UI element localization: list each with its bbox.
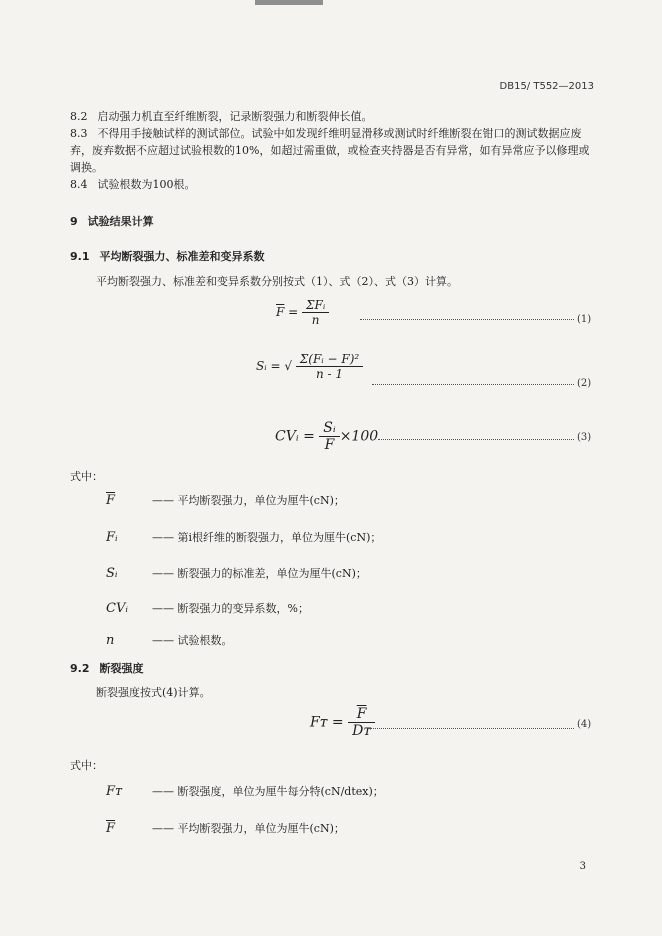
definition-text: —— 断裂强度，单位为厘牛每分特(cN/dtex)； bbox=[152, 785, 384, 798]
formula-numerator: $\overline{F}$ bbox=[348, 706, 375, 723]
formula-numerator: ΣFᵢ bbox=[302, 298, 329, 313]
formula-1: $\overline{F}$ = $\frac{\text{ΣFᵢ}}{n}$ bbox=[276, 298, 329, 327]
document-code: DB15/ T552—2013 bbox=[499, 81, 594, 92]
section-number: 9.2 bbox=[70, 662, 90, 675]
equation-number: (4) bbox=[577, 719, 592, 730]
formula-numerator: Σ(Fᵢ − F)² bbox=[296, 352, 363, 367]
clause-number: 8.2 bbox=[70, 110, 88, 123]
formula-denominator: n - 1 bbox=[315, 367, 344, 381]
section-9-heading bbox=[70, 213, 154, 229]
section-number: 9 bbox=[70, 215, 78, 228]
section-title: 断裂强度 bbox=[99, 662, 144, 675]
formula-fraction bbox=[302, 298, 329, 327]
scan-artifact bbox=[255, 0, 323, 5]
clause-text: 不得用手接触试样的测试部位。试验中如发现纤维明显滑移或测试时纤维断裂在钳口的测试数据应废弃，废弃数据不应超过试验根数的10%，如超过需重做，或检查夹持器是否有异常，如有异常应予以修理或调换。 bbox=[70, 127, 590, 174]
equation-number: (1) bbox=[577, 314, 592, 325]
definition-symbol: n bbox=[106, 632, 115, 648]
definition-row bbox=[106, 630, 233, 650]
definition-text: —— 第i根纤维的断裂强力，单位为厘牛(cN)； bbox=[152, 531, 382, 544]
formula-3: CVᵢ = $\frac{\text{Sᵢ}}{F}$ ×100 bbox=[275, 420, 379, 453]
formula-lhs: Sᵢ bbox=[256, 359, 267, 373]
section-number: 9.1 bbox=[70, 250, 90, 263]
definition-text: —— 平均断裂强力，单位为厘牛(cN)； bbox=[152, 494, 345, 507]
definition-text: —— 平均断裂强力，单位为厘牛(cN)； bbox=[152, 822, 345, 835]
formula-fraction bbox=[319, 420, 339, 453]
formula-numerator: Sᵢ bbox=[319, 420, 339, 437]
page-number: 3 bbox=[579, 861, 586, 872]
definition-row bbox=[106, 818, 345, 838]
clause-8-4 bbox=[70, 176, 600, 193]
definition-symbol: Sᵢ bbox=[106, 565, 118, 581]
definition-row bbox=[106, 527, 381, 547]
where-label-2: 式中： bbox=[70, 759, 103, 772]
section-title: 平均断裂强力、标准差和变异系数 bbox=[99, 250, 265, 263]
definition-symbol: $\overline{F}$ bbox=[106, 820, 116, 836]
clause-text: 试验根数为100根。 bbox=[97, 178, 196, 191]
equation-number: (3) bbox=[577, 432, 592, 443]
where-label: 式中： bbox=[70, 470, 103, 483]
definition-text: —— 试验根数。 bbox=[152, 634, 233, 647]
clause-8-2 bbox=[70, 108, 600, 125]
equation-number: (2) bbox=[577, 378, 592, 389]
formula-denominator: n bbox=[311, 313, 320, 327]
intro-9-2: 断裂强度按式(4)计算。 bbox=[96, 686, 211, 699]
formula-lhs: Fᴛ bbox=[310, 714, 328, 731]
definition-symbol: CVᵢ bbox=[106, 600, 128, 616]
definition-row bbox=[106, 598, 309, 618]
definition-text: —— 断裂强力的标准差，单位为厘牛(cN)； bbox=[152, 567, 367, 580]
clause-text: 启动强力机直至纤维断裂，记录断裂强力和断裂伸长值。 bbox=[97, 110, 373, 123]
definition-symbol: $\overline{F}$ bbox=[106, 492, 116, 508]
definition-row bbox=[106, 563, 367, 583]
formula-fraction bbox=[296, 352, 363, 381]
clause-number: 8.4 bbox=[70, 178, 88, 191]
formula-denominator: F bbox=[324, 437, 335, 453]
definition-symbol: Fᵢ bbox=[106, 529, 118, 545]
clause-8-3 bbox=[70, 125, 596, 176]
leader-dots bbox=[368, 727, 574, 729]
definition-row bbox=[106, 490, 345, 510]
leader-dots bbox=[372, 383, 574, 385]
formula-2: Sᵢ = √ $\frac{\text{Σ(Fᵢ − F)²}}{n - 1}$ bbox=[256, 352, 363, 381]
formula-lhs: CVᵢ bbox=[275, 428, 299, 445]
formula-fraction bbox=[348, 706, 375, 739]
definition-text: —— 断裂强力的变异系数，%； bbox=[152, 602, 309, 615]
clause-number: 8.3 bbox=[70, 127, 88, 140]
definition-symbol: Fᴛ bbox=[106, 783, 123, 799]
formula-4: Fᴛ = $\frac{\overline{F}}{\text{Dᴛ}}$ bbox=[310, 706, 375, 739]
subsection-9-1-heading bbox=[70, 248, 265, 264]
leader-dots bbox=[378, 438, 574, 440]
leader-dots bbox=[360, 318, 574, 320]
definition-row bbox=[106, 781, 384, 801]
formula-tail: ×100 bbox=[339, 428, 379, 445]
intro-9-1: 平均断裂强力、标准差和变异系数分别按式（1）、式（2）、式（3）计算。 bbox=[96, 275, 458, 288]
section-title: 试验结果计算 bbox=[87, 215, 154, 228]
formula-denominator: Dᴛ bbox=[352, 723, 372, 739]
formula-lhs: $\overline{F}$ bbox=[276, 305, 285, 319]
subsection-9-2-heading bbox=[70, 660, 144, 676]
